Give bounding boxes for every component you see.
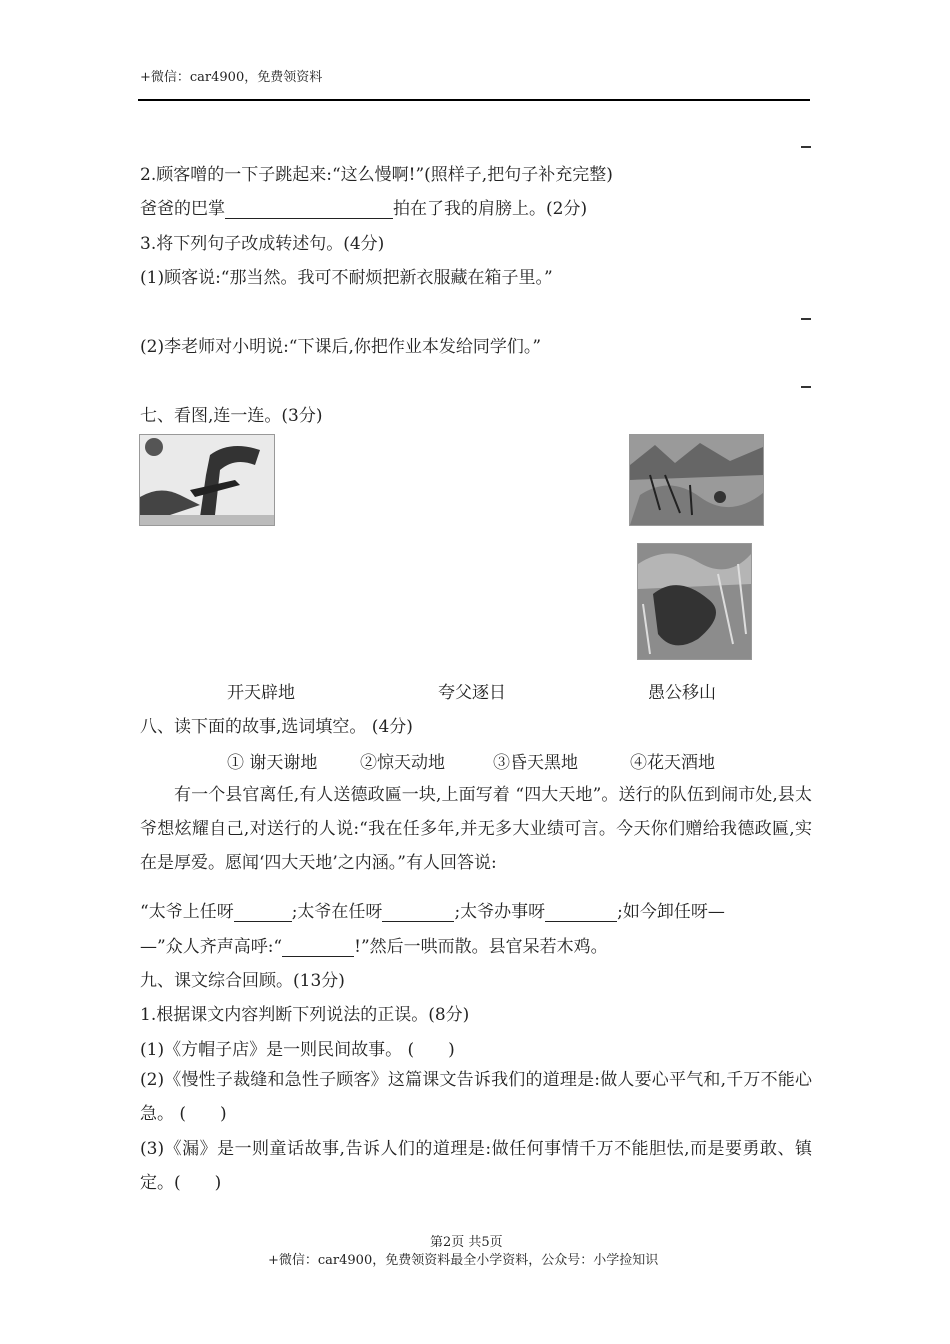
option-4: ④花天酒地: [630, 753, 715, 773]
answer-line-mark: [801, 146, 811, 148]
yugong-image: [637, 543, 752, 660]
section9-q1-title: 1.根据课文内容判断下列说法的正误。(8分): [140, 1005, 470, 1025]
story-l4-d: ;如今卸任呀—: [617, 902, 725, 922]
story-l5-b: !”然后一哄而散。县官呆若木鸡。: [354, 937, 608, 957]
story-l4-a: “太爷上任呀: [140, 902, 234, 922]
q2-blank[interactable]: [225, 201, 393, 219]
story-l5-a: —”众人齐声高呼:“: [140, 937, 283, 957]
q3-item-1: (1)顾客说:“那当然。我可不耐烦把新衣服藏在箱子里。”: [140, 268, 553, 288]
option-3: ③昏天黑地: [493, 753, 578, 773]
blank-4[interactable]: [282, 939, 354, 957]
kuafu-image: [629, 434, 764, 526]
page-number: 第2页 共5页: [430, 1235, 503, 1250]
pangu-image: [139, 434, 275, 526]
q3-title: 3.将下列句子改成转述句。(4分): [140, 234, 385, 254]
option-1: ① 谢天谢地: [227, 753, 318, 773]
story-l4-c: ;太爷办事呀: [454, 902, 546, 922]
judge-item-3: (3)《漏》是一则童话故事,告诉人们的道理是:做任何事情千万不能胆怯,而是要勇敢、镇定。( ): [140, 1139, 812, 1193]
q2-title: 2.顾客噌的一下子跳起来:“这么慢啊!”(照样子,把句子补充完整): [140, 165, 613, 185]
caption-1: 开天辟地: [227, 683, 295, 703]
judge-item-2: (2)《慢性子裁缝和急性子顾客》这篇课文告诉我们的道理是:做人要心平气和,千万不能心急。 ( ): [140, 1070, 812, 1124]
answer-line-mark: [801, 386, 811, 388]
caption-3: 愚公移山: [648, 683, 716, 703]
caption-2: 夸父逐日: [438, 683, 506, 703]
story-paragraph: 有一个县官离任,有人送德政匾一块,上面写着 “四大天地”。送行的队伍到闹市处,县太爷想炫耀自己,对送行的人说:“我在任多年,并无多大业绩可言。今天你们赠给我德政匾,实在是厚爱。愿闻‘四大天地’之内涵。”有人回答说:: [140, 785, 812, 873]
q2-sentence: [140, 194, 587, 219]
judge-item-1: (1)《方帽子店》是一则民间故事。 ( ): [140, 1040, 455, 1060]
q3-item-2: (2)李老师对小明说:“下课后,你把作业本发给同学们。”: [140, 337, 542, 357]
footer-note: +微信：car4900，免费领资料最全小学资料，公众号：小学捡知识: [268, 1253, 659, 1268]
q2-before: 爸爸的巴掌: [140, 199, 225, 219]
story-line-4: [140, 897, 725, 922]
option-2: ②惊天动地: [360, 753, 445, 773]
section9-title: 九、课文综合回顾。(13分): [140, 971, 345, 991]
blank-2[interactable]: [382, 904, 454, 922]
blank-3[interactable]: [545, 904, 617, 922]
section8-title: 八、读下面的故事,选词填空。 (4分): [140, 717, 413, 737]
header-note: +微信：car4900，免费领资料: [140, 70, 323, 85]
story-l4-b: ;太爷在任呀: [291, 902, 383, 922]
answer-line-mark: [801, 318, 811, 320]
section7-title: 七、看图,连一连。(3分): [140, 406, 323, 426]
blank-1[interactable]: [234, 904, 292, 922]
story-line-5: [140, 932, 608, 957]
q2-after: 拍在了我的肩膀上。(2分): [393, 199, 588, 219]
header-rule: [138, 99, 810, 101]
